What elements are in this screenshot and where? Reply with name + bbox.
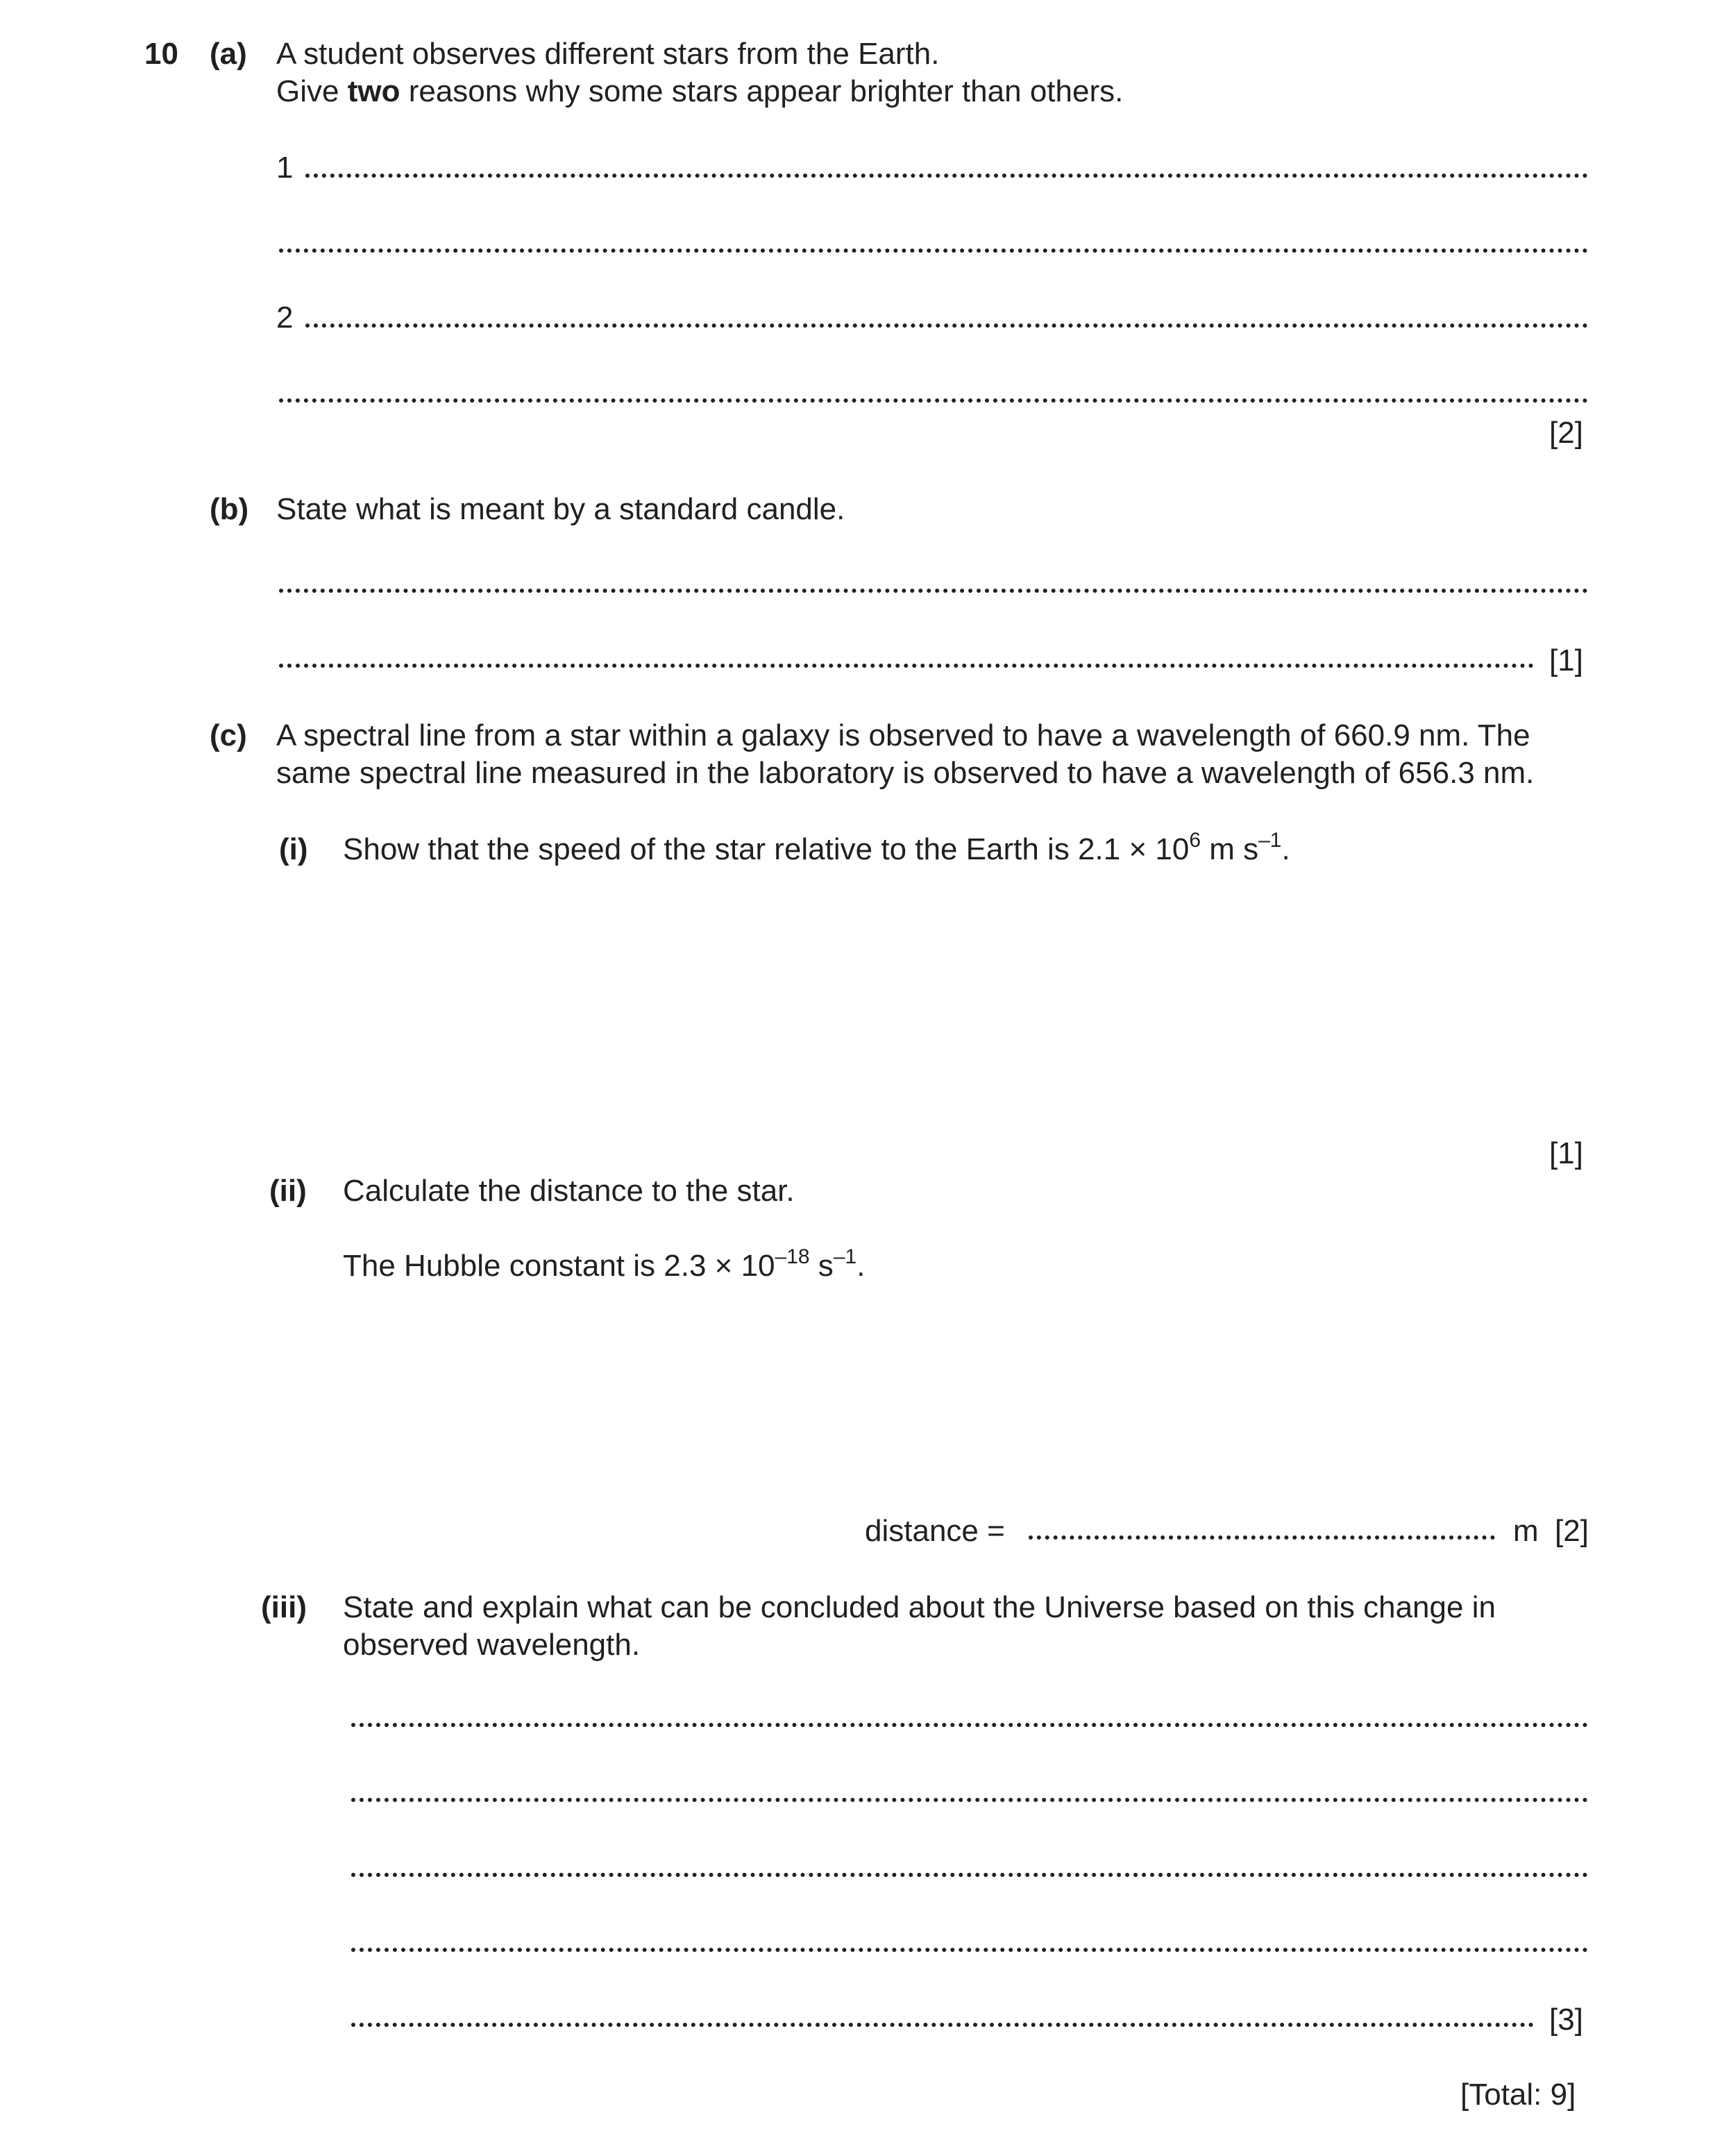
answer-line-c-iii-3[interactable] <box>351 1873 1588 1877</box>
part-c-ii-label: (ii) <box>269 1174 307 1208</box>
part-a-line2: Give two reasons why some stars appear brighter than others. <box>276 74 1124 108</box>
part-a-line1: A student observes different stars from the Earth. <box>276 37 940 71</box>
total-marks: [Total: 9] <box>1460 2078 1576 2112</box>
answer-line-c-iii-4[interactable] <box>351 1948 1588 1952</box>
answer-line-a2-continued[interactable] <box>279 398 1588 403</box>
answer-line-a2[interactable] <box>305 323 1588 328</box>
part-c-i-marks: [1] <box>1549 1136 1583 1170</box>
part-c-iii-label: (iii) <box>261 1590 307 1624</box>
part-b-marks: [1] <box>1549 643 1583 677</box>
part-a-label: (a) <box>210 37 247 71</box>
part-b-label: (b) <box>210 492 249 526</box>
distance-answer-line[interactable] <box>1029 1535 1495 1540</box>
part-c-line2: same spectral line measured in the laboratory is observed to have a wavelength of 656.3 nm. <box>276 756 1535 790</box>
part-c-i-label: (i) <box>279 832 308 866</box>
part-c-iii-line1: State and explain what can be concluded about the Universe based on this change in <box>343 1590 1496 1624</box>
answer-line-a1[interactable] <box>305 174 1588 178</box>
answer-number-2: 2 <box>276 301 294 335</box>
answer-line-c-iii-1[interactable] <box>351 1723 1588 1727</box>
answer-line-a1-continued[interactable] <box>279 249 1588 253</box>
answer-line-b2[interactable] <box>279 664 1534 668</box>
answer-line-c-iii-5[interactable] <box>351 2023 1534 2027</box>
part-a-emphasis: two <box>347 74 400 108</box>
part-c-iii-line2: observed wavelength. <box>343 1628 641 1662</box>
distance-answer-label: distance = <box>865 1514 1005 1548</box>
answer-line-c-iii-2[interactable] <box>351 1798 1588 1802</box>
answer-number-1: 1 <box>276 151 294 185</box>
answer-line-b1[interactable] <box>279 589 1588 593</box>
part-c-iii-marks: [3] <box>1549 2003 1583 2037</box>
part-c-ii-text: Calculate the distance to the star. <box>343 1174 795 1208</box>
part-c-ii-marks: [2] <box>1555 1514 1589 1548</box>
part-a-marks: [2] <box>1549 416 1583 450</box>
part-b-text: State what is meant by a standard candle. <box>276 492 845 526</box>
part-c-i-text: Show that the speed of the star relative to the Earth is $2.1 \times 10^6$ m $s^{-1}$. <box>343 829 1290 866</box>
hubble-constant-text: The Hubble constant is $2.3 \times 10^{-18}$ $s^{-1}$. <box>343 1245 866 1283</box>
part-c-label: (c) <box>210 718 247 752</box>
part-c-line1: A spectral line from a star within a galaxy is observed to have a wavelength of 660.9 nm. The <box>276 718 1530 752</box>
distance-unit: m <box>1513 1514 1539 1548</box>
question-number: 10 <box>144 37 178 71</box>
